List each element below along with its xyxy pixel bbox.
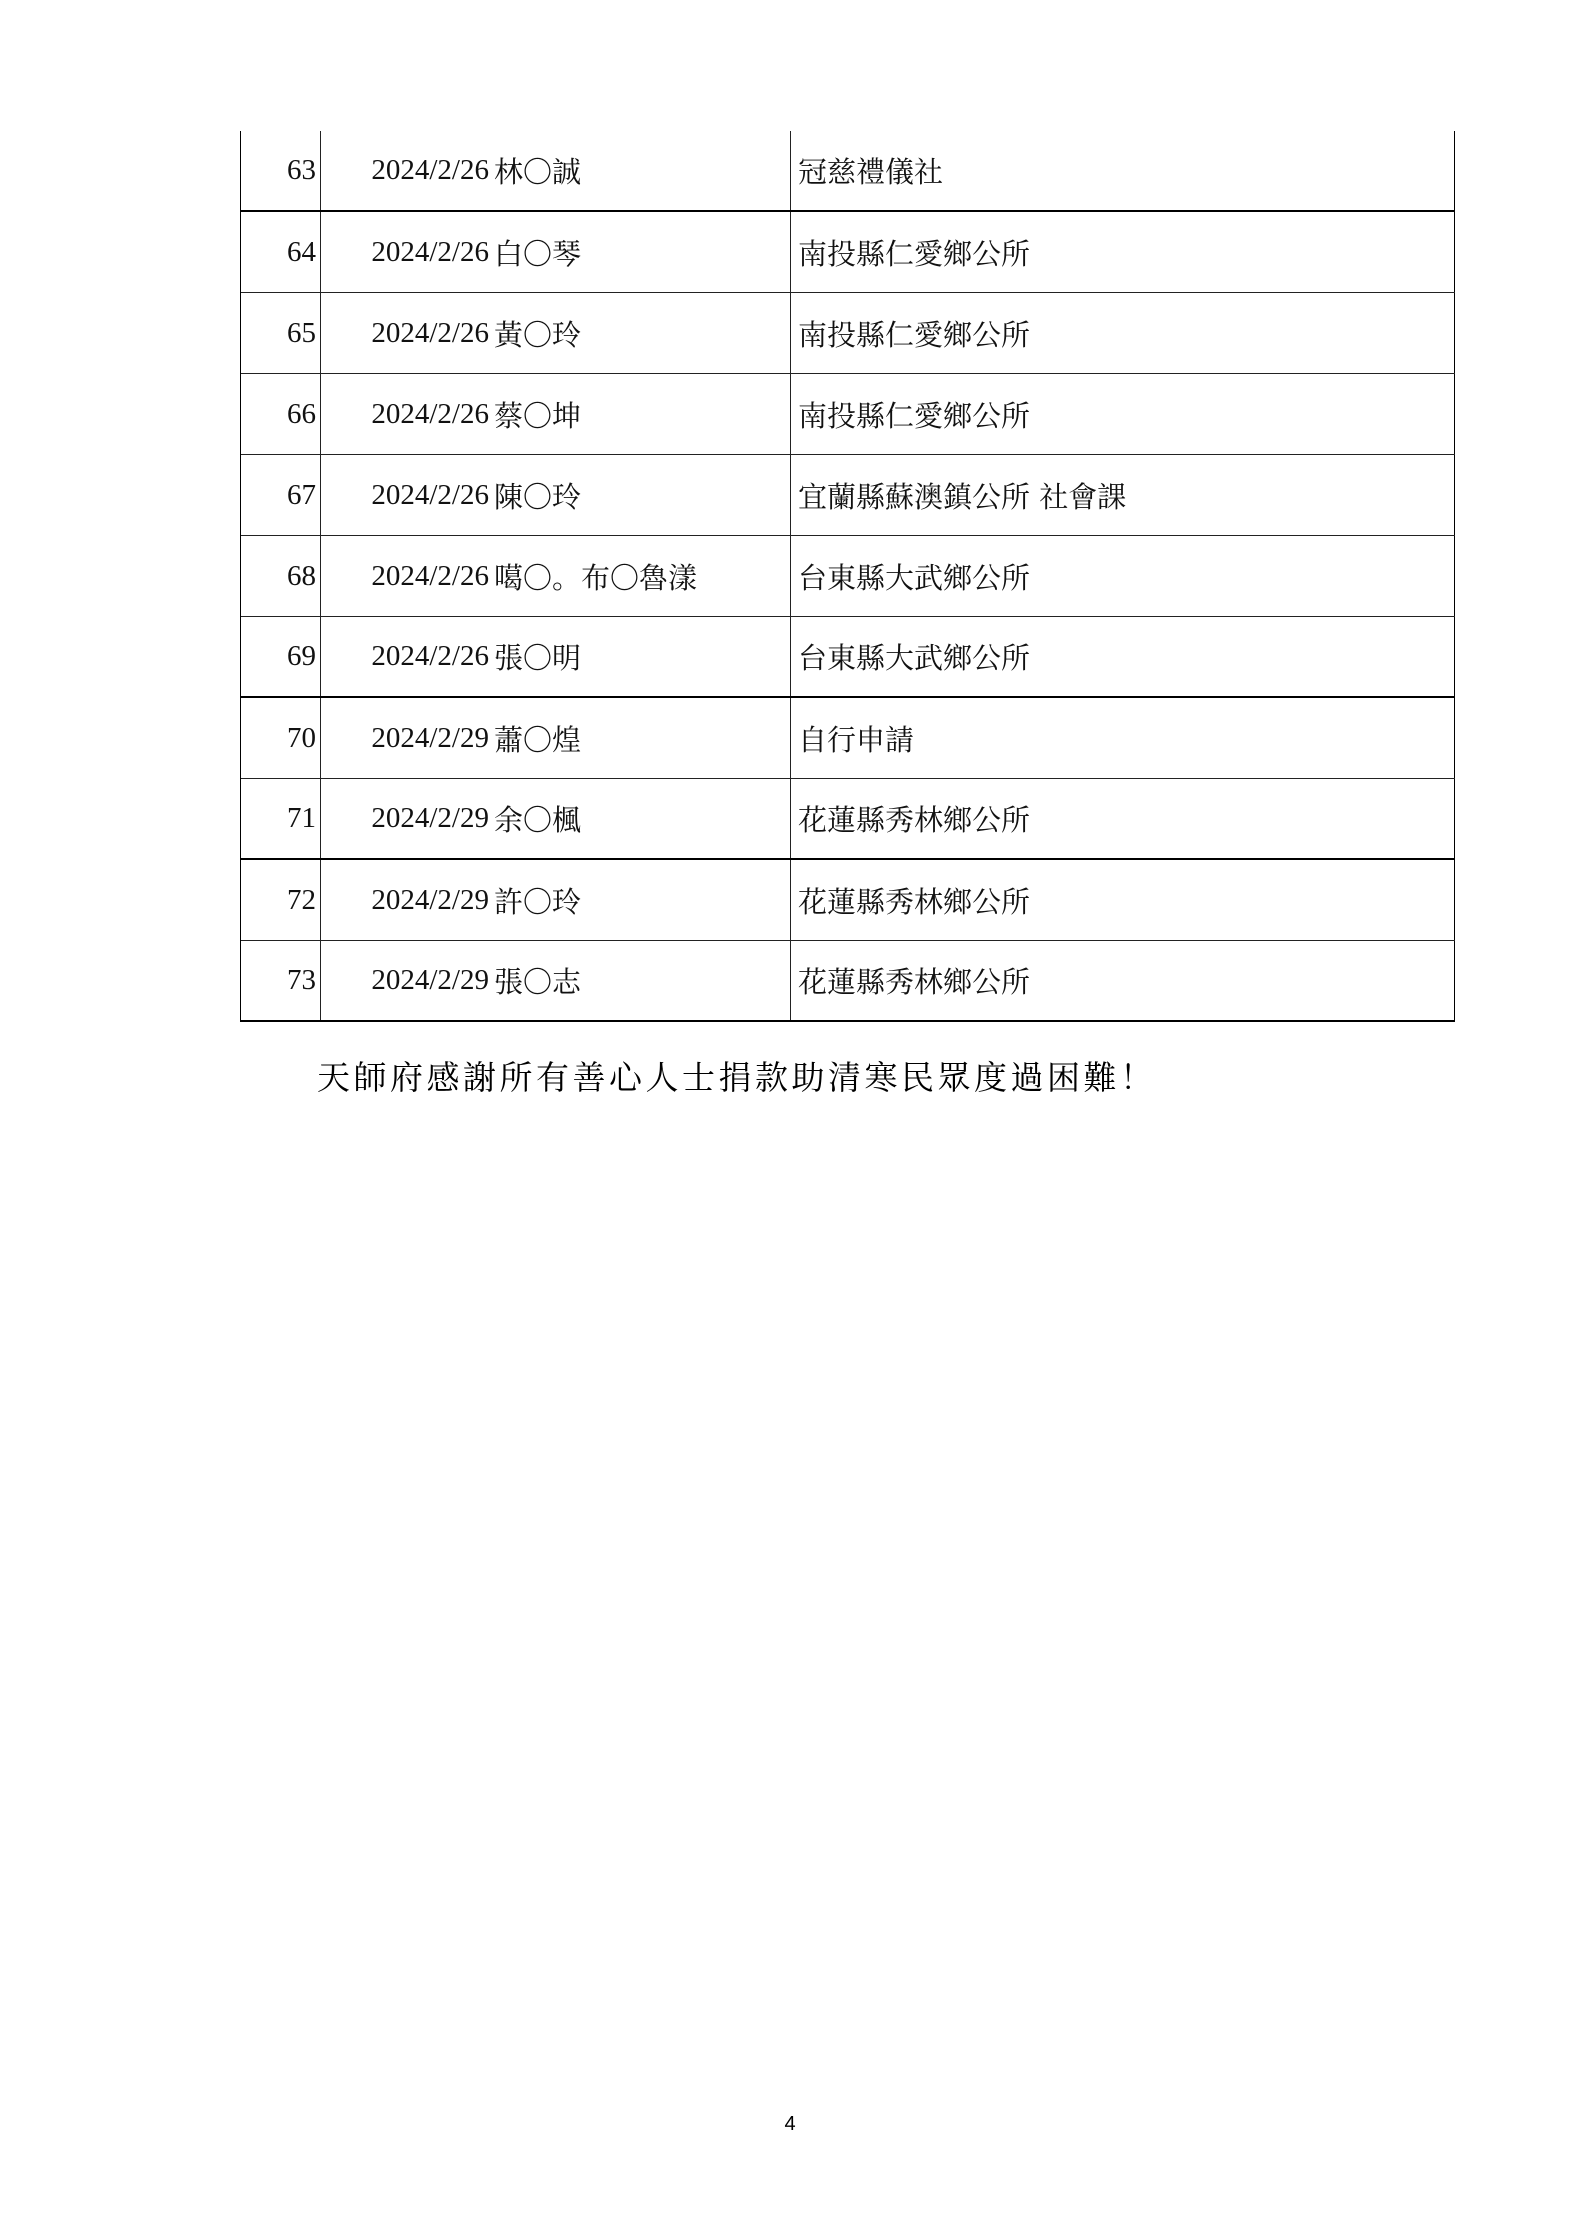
row-name: 白〇琴 [491,212,791,292]
row-number: 73 [241,941,321,1020]
table-row [241,860,1455,941]
table-row [241,374,1455,455]
row-date: 2024/2/29 [371,802,489,834]
table-row [241,698,1455,779]
table-row [241,536,1455,617]
row-agency: 花蓮縣秀林鄉公所 [791,779,1455,858]
row-agency: 台東縣大武鄉公所 [791,617,1455,696]
table-row [241,131,1455,212]
row-name: 余〇楓 [491,779,791,858]
table-row [241,455,1455,536]
row-date: 2024/2/26 [371,235,489,268]
row-agency: 自行申請 [791,698,1455,778]
donation-table [240,131,1455,1022]
row-name: 張〇志 [491,941,791,1020]
row-agency: 台東縣大武鄉公所 [791,536,1455,616]
row-name: 林〇誠 [491,131,791,210]
row-agency: 南投縣仁愛鄉公所 [791,212,1455,292]
row-name: 張〇明 [491,617,791,696]
row-date: 2024/2/29 [371,883,489,916]
table-row [241,617,1455,698]
row-date: 2024/2/26 [371,397,489,430]
row-number: 64 [241,212,321,292]
row-name: 蕭〇煌 [491,698,791,778]
row-number: 71 [241,779,321,858]
row-name: 陳〇玲 [491,455,791,535]
row-agency: 南投縣仁愛鄉公所 [791,293,1455,373]
table-row [241,779,1455,860]
row-number: 63 [241,131,321,210]
row-date: 2024/2/26 [371,154,489,186]
row-agency: 冠慈禮儀社 [791,131,1455,210]
row-name: 許〇玲 [491,860,791,940]
row-date: 2024/2/26 [371,640,489,672]
row-number: 69 [241,617,321,696]
row-agency: 宜蘭縣蘇澳鎮公所 社會課 [791,455,1455,535]
row-agency: 南投縣仁愛鄉公所 [791,374,1455,454]
table-row [241,941,1455,1022]
row-date: 2024/2/26 [371,478,489,511]
row-date: 2024/2/26 [371,559,489,592]
table-row [241,293,1455,374]
row-agency: 花蓮縣秀林鄉公所 [791,860,1455,940]
row-date: 2024/2/26 [371,316,489,349]
table-row [241,212,1455,293]
row-agency: 花蓮縣秀林鄉公所 [791,941,1455,1020]
page-number: 4 [784,2113,796,2135]
row-name: 噶〇。布〇魯漾 [491,536,791,616]
row-number: 70 [241,698,321,778]
row-number: 66 [241,374,321,454]
row-date: 2024/2/29 [371,964,489,996]
row-number: 72 [241,860,321,940]
row-number: 67 [241,455,321,535]
row-number: 68 [241,536,321,616]
row-name: 蔡〇坤 [491,374,791,454]
thank-you-note: 天師府感謝所有善心人士捐款助清寒民眾度過困難！ [317,1058,1157,1097]
row-number: 65 [241,293,321,373]
row-date: 2024/2/29 [371,721,489,754]
row-name: 黃〇玲 [491,293,791,373]
